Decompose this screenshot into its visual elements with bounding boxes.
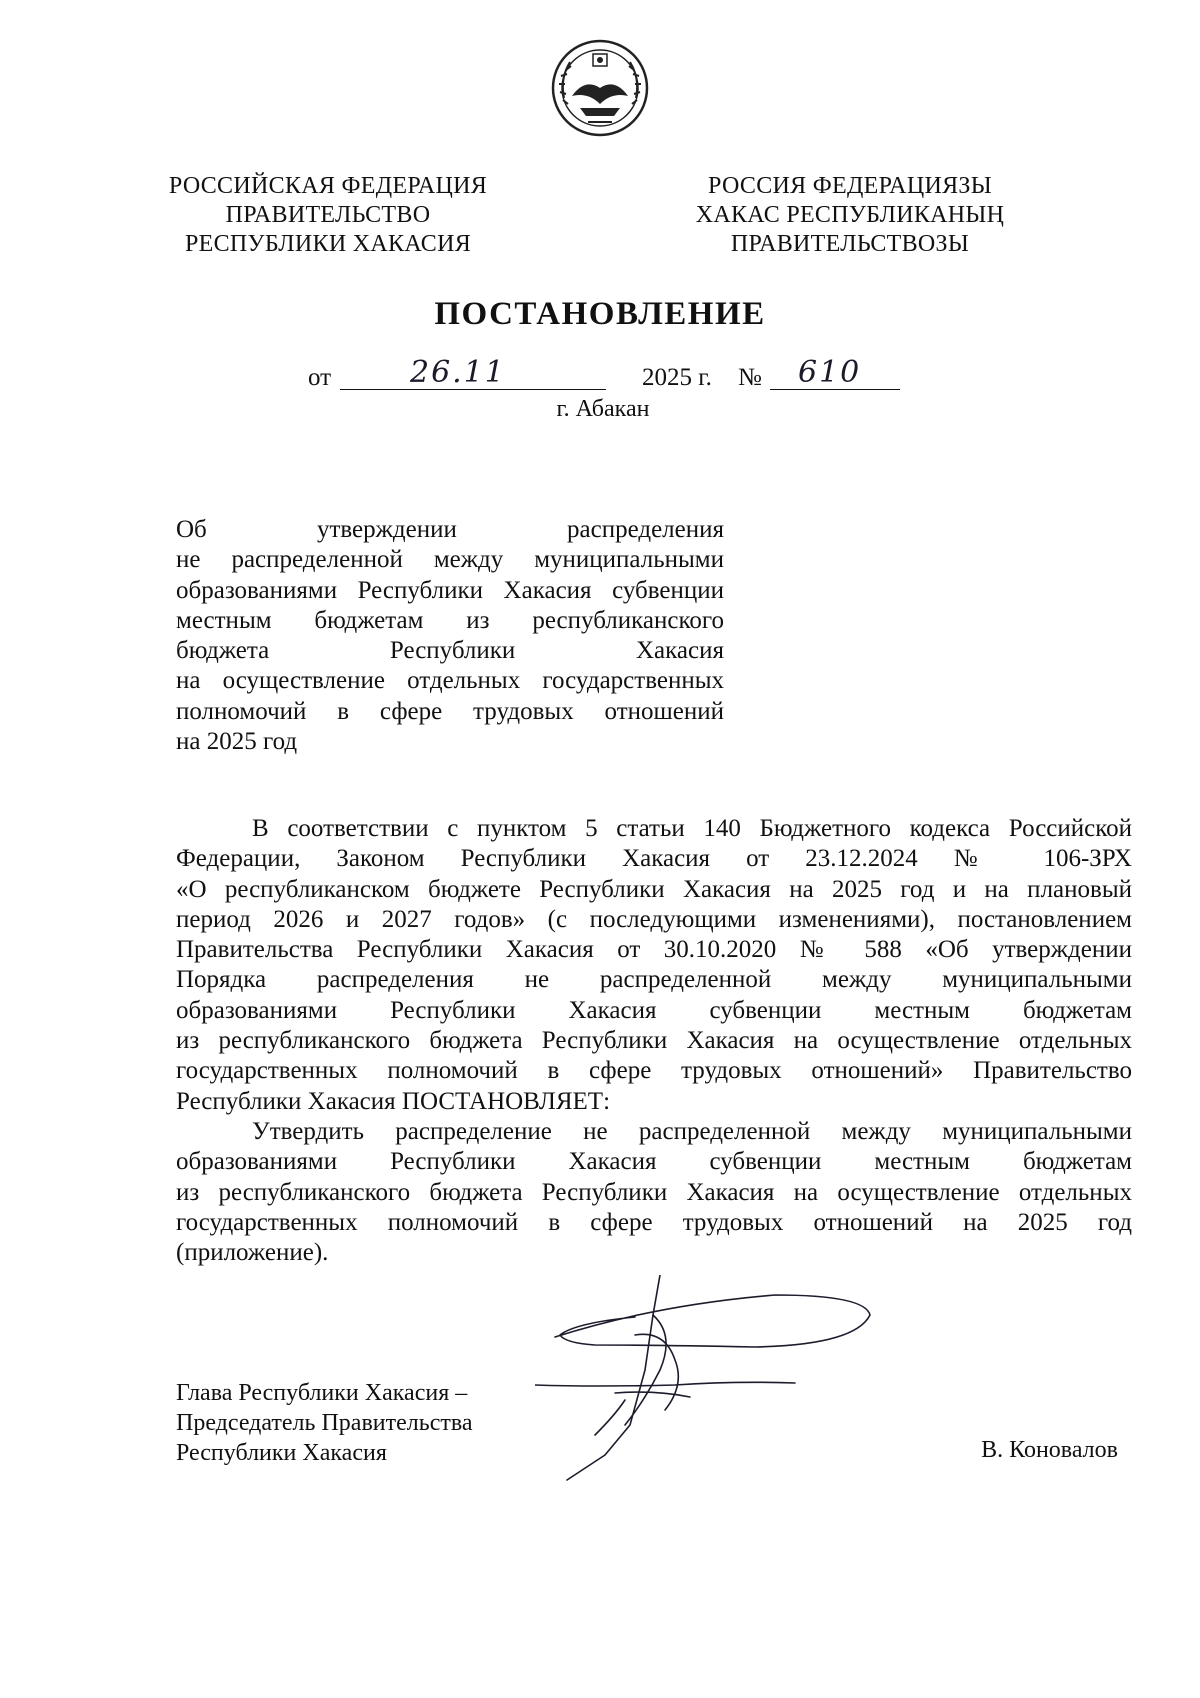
body-line: из республиканского бюджета Республики Хакасия на осуществление отдельных: [176, 1178, 1132, 1206]
header-left: [128, 172, 528, 259]
signatory-position-line2: Председатель Правительства: [176, 1410, 473, 1436]
city: г. Абакан: [556, 396, 650, 422]
subject-line: местным бюджетам из республиканского: [176, 606, 724, 634]
signatory-position-line3: Республики Хакасия: [176, 1440, 387, 1466]
subject-line: не распределенной между муниципальными: [176, 546, 724, 574]
subject-line: полномочий в сфере трудовых отношений: [176, 697, 724, 725]
coat-of-arms-icon: [550, 38, 650, 138]
header-left-line1: РОССИЙСКАЯ ФЕДЕРАЦИЯ: [168, 173, 488, 199]
body-line: Федерации, Законом Республики Хакасия от 23.12.2024 № 106-ЗРХ: [176, 845, 1132, 873]
subject-line: на осуществление отдельных государственных: [176, 667, 724, 695]
date-year: 2025 г.: [642, 364, 712, 391]
document-subject: [176, 515, 724, 757]
subject-line: Об утверждении распределения: [176, 516, 724, 543]
body-line: Правительства Республики Хакасия от 30.10.2020 № 588 «Об утверждении: [176, 936, 1132, 964]
signatory-position-line1: Глава Республики Хакасия –: [176, 1380, 468, 1406]
subject-line: бюджета Республики Хакасия: [176, 637, 724, 665]
number-label: №: [738, 364, 762, 391]
body-line: из республиканского бюджета Республики Хакасия на осуществление отдельных: [176, 1027, 1132, 1055]
header-right-line2: ХАКАС РЕСПУБЛИКАНЫҢ: [695, 202, 1005, 228]
body-line: (приложение).: [176, 1239, 329, 1267]
date-line: [308, 355, 908, 396]
handwritten-date: 26.11: [410, 355, 506, 390]
date-from-label: от: [308, 364, 332, 391]
document-body: [176, 814, 1132, 1268]
header-left-line3: РЕСПУБЛИКИ ХАКАСИЯ: [184, 231, 472, 257]
subject-line: образованиями Республики Хакасия субвенции: [176, 576, 724, 604]
body-line: Республики Хакасия ПОСТАНОВЛЯЕТ:: [176, 1087, 611, 1115]
header-left-line2: ПРАВИТЕЛЬСТВО: [225, 202, 431, 228]
signatory-position: [176, 1378, 473, 1468]
header-right: [650, 172, 1050, 259]
body-line: Порядка распределения не распределенной между муниципальными: [176, 966, 1132, 994]
subject-line: на 2025 год: [176, 728, 298, 756]
body-line: государственных полномочий в сфере трудовых отношений» Правительство: [176, 1057, 1132, 1085]
body-line: «О республиканском бюджете Республики Хакасия на 2025 год и на плановый: [176, 875, 1132, 903]
header-right-line3: ПРАВИТЕЛЬСТВОЗЫ: [730, 231, 970, 257]
body-line: образованиями Республики Хакасия субвенции местным бюджетам: [176, 1148, 1132, 1176]
body-line: Утвердить распределение не распределенной между муниципальными: [252, 1117, 1132, 1145]
body-line: государственных полномочий в сфере трудовых отношений на 2025 год: [176, 1208, 1132, 1236]
signatory-name: В. Коновалов: [981, 1437, 1118, 1463]
header-right-line1: РОССИЯ ФЕДЕРАЦИЯЗЫ: [708, 173, 992, 199]
body-line: В соответствии с пунктом 5 статьи 140 Бюджетного кодекса Российской: [252, 815, 1132, 842]
body-line: период 2026 и 2027 годов» (с последующими изменениями), постановлением: [176, 905, 1132, 933]
document-type-title: ПОСТАНОВЛЕНИЕ: [434, 296, 766, 332]
handwritten-signature-icon: [535, 1275, 940, 1485]
body-line: образованиями Республики Хакасия субвенции местным бюджетам: [176, 996, 1132, 1024]
handwritten-number: 610: [798, 355, 862, 390]
